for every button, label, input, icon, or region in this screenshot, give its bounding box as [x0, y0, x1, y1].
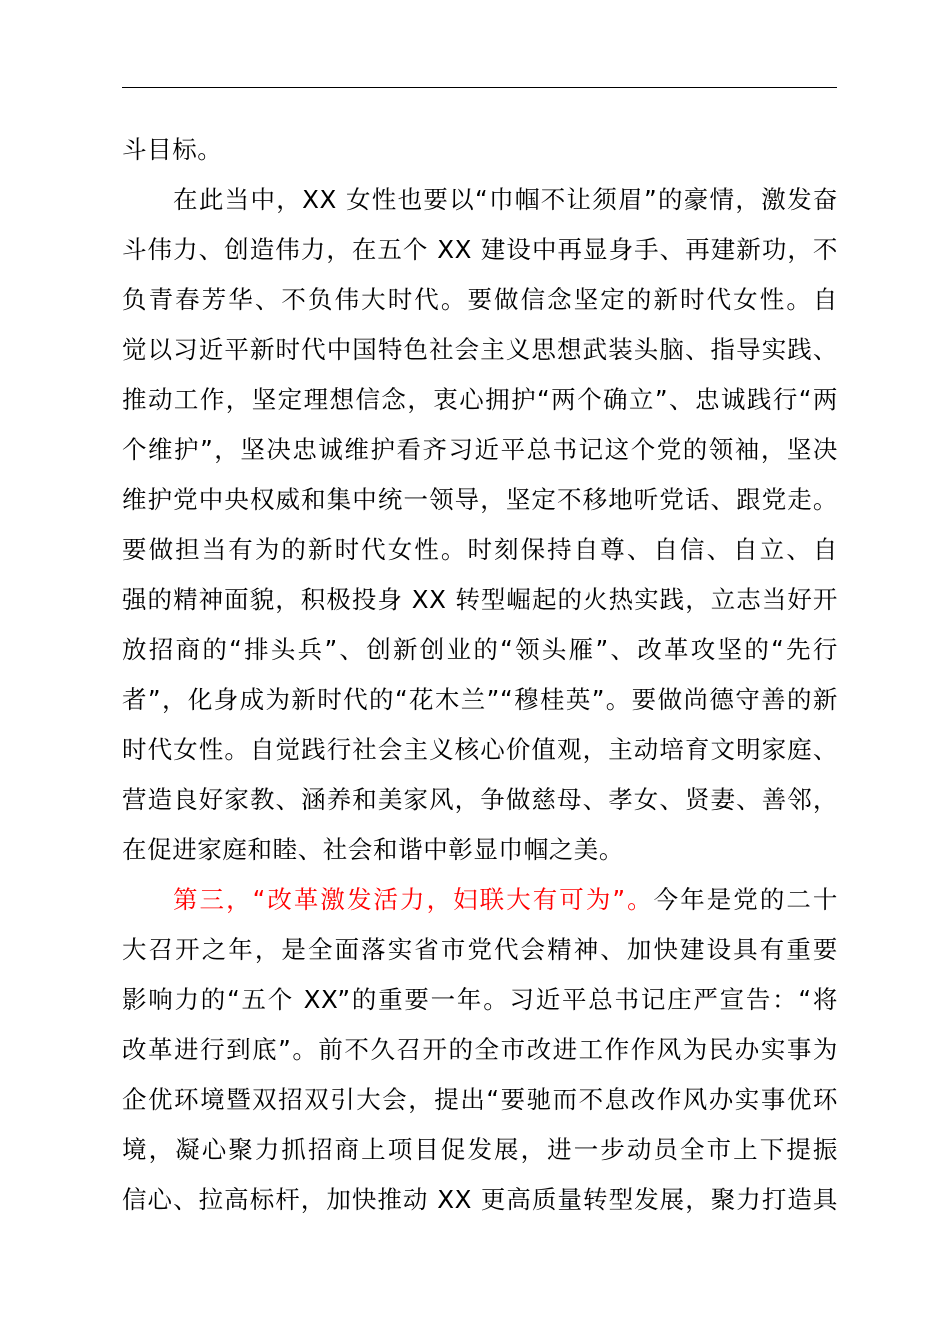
paragraph-line: 觉以习近平新时代中国特色社会主义思想武装头脑、指导实践、: [122, 335, 838, 364]
paragraph-line: 维护党中央权威和集中统一领导，坚定不移地听党话、跟党走。: [122, 485, 838, 514]
paragraph-line: 强的精神面貌，积极投身 XX 转型崛起的火热实践，立志当好开: [122, 585, 838, 614]
header-rule: [122, 87, 837, 88]
paragraph-line: 信心、拉高标杆，加快推动 XX 更高质量转型发展，聚力打造具: [122, 1185, 838, 1214]
paragraph-line: 推动工作，坚定理想信念，衷心拥护“两个确立”、忠诚践行“两: [122, 385, 838, 414]
paragraph-line: 企优环境暨双招双引大会，提出“要驰而不息改作风办实事优环: [122, 1085, 838, 1114]
paragraph-line: 大召开之年，是全面落实省市党代会精神、加快建设具有重要: [122, 935, 838, 964]
paragraph-line: 营造良好家教、涵养和美家风，争做慈母、孝女、贤妻、善邻，: [122, 785, 838, 814]
paragraph-line: 斗伟力、创造伟力，在五个 XX 建设中再显身手、再建新功，不: [122, 235, 838, 264]
paragraph-line: 斗目标。: [122, 135, 223, 164]
paragraph-line: 在此当中，XX 女性也要以“巾帼不让须眉”的豪情，激发奋: [173, 185, 838, 214]
paragraph-line: 负青春芳华、不负伟大时代。要做信念坚定的新时代女性。自: [122, 285, 838, 314]
paragraph-line: 者”，化身成为新时代的“花木兰”“穆桂英”。要做尚德守善的新: [122, 685, 838, 714]
paragraph-line: 要做担当有为的新时代女性。时刻保持自尊、自信、自立、自: [122, 535, 838, 564]
paragraph-line: 个维护”，坚决忠诚维护看齐习近平总书记这个党的领袖，坚决: [122, 435, 838, 464]
section-heading: 第三，“改革激发活力，妇联大有可为”。: [173, 885, 654, 914]
paragraph-line-with-heading: [173, 875, 838, 925]
paragraph-line: 改革进行到底”。前不久召开的全市改进工作作风为民办实事为: [122, 1035, 838, 1064]
paragraph-line: 影响力的“五个 XX”的重要一年。习近平总书记庄严宣告：“将: [122, 985, 838, 1014]
paragraph-line: 时代女性。自觉践行社会主义核心价值观，主动培育文明家庭、: [122, 735, 838, 764]
paragraph-line: 在促进家庭和睦、社会和谐中彰显巾帼之美。: [122, 835, 624, 864]
paragraph-line: 境，凝心聚力抓招商上项目促发展，进一步动员全市上下提振: [122, 1135, 838, 1164]
paragraph-line-tail: 今年是党的二十: [653, 885, 838, 914]
paragraph-line: 放招商的“排头兵”、创新创业的“领头雁”、改革攻坚的“先行: [122, 635, 838, 664]
